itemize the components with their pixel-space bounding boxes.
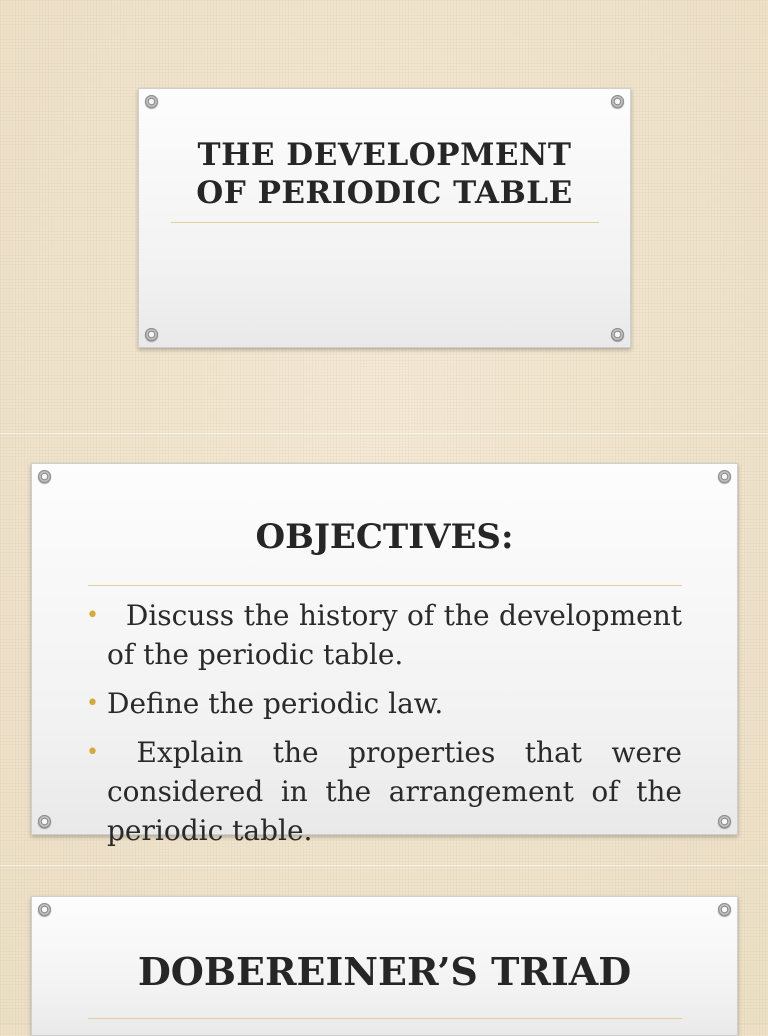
bullet-dot-icon: •: [86, 603, 99, 628]
bullet-dot-icon: •: [86, 691, 99, 716]
grommet-icon: [718, 815, 731, 828]
grommet-icon: [38, 815, 51, 828]
list-item-text: Discuss the history of the development of the periodic table.: [107, 599, 691, 671]
objectives-list: [86, 596, 691, 860]
objectives-title: OBJECTIVES:: [255, 517, 514, 557]
grommet-icon: [611, 328, 624, 341]
title-slide-card: [138, 88, 631, 348]
slide-title: [139, 136, 630, 212]
triad-divider: [88, 1018, 682, 1019]
bullet-dot-icon: •: [86, 740, 99, 765]
slide-title-line-2: OF PERIODIC TABLE: [196, 175, 573, 211]
objectives-divider: [88, 585, 682, 586]
list-item-text: Define the periodic law.: [107, 687, 444, 720]
list-item: [86, 596, 691, 674]
triad-slide-card: [31, 896, 738, 1036]
grommet-icon: [38, 903, 51, 916]
objectives-slide-card: [31, 463, 738, 847]
grommet-icon: [718, 470, 731, 483]
slide-title-line-1: THE DEVELOPMENT: [197, 137, 572, 173]
triad-title: DOBEREINER’S TRIAD: [137, 949, 632, 994]
grommet-icon: [38, 470, 51, 483]
list-item: [86, 684, 682, 723]
grommet-icon: [611, 95, 624, 108]
title-divider: [171, 222, 599, 223]
grommet-icon: [145, 95, 158, 108]
grommet-icon: [718, 903, 731, 916]
list-item: [86, 733, 691, 850]
list-item-text: Explain the properties that were considered in the arrangement of the periodic table.: [107, 736, 691, 847]
grommet-icon: [145, 328, 158, 341]
